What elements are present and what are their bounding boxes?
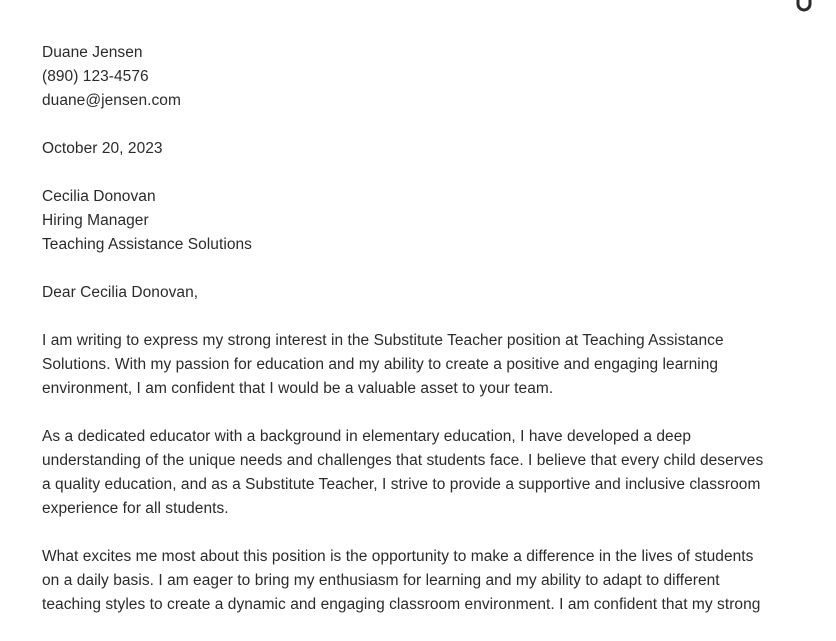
sender-name: Duane Jensen (42, 44, 143, 61)
paragraph-line: I am writing to express my strong interest in the Substitute Teacher position at Teaching Assistance (42, 332, 724, 349)
sender-email: duane@jensen.com (42, 92, 181, 109)
body-paragraph-3 (42, 545, 802, 617)
paragraph-line: teaching styles to create a dynamic and engaging classroom environment. I am confident that my strong (42, 596, 761, 613)
attachment-icon[interactable] (796, 0, 812, 14)
body-paragraph-2 (42, 425, 802, 521)
sender-block (42, 41, 802, 113)
paragraph-line: understanding of the unique needs and challenges that students face. I believe that every child deserves (42, 452, 764, 469)
paragraph-line: What excites me most about this position is the opportunity to make a difference in the lives of students (42, 548, 754, 565)
body-paragraph-1 (42, 329, 802, 401)
date-block (42, 137, 802, 161)
paragraph-line: on a daily basis. I am eager to bring my enthusiasm for learning and my ability to adapt to different (42, 572, 720, 589)
paragraph-line: environment, I am confident that I would be a valuable asset to your team. (42, 380, 554, 397)
sender-phone: (890) 123-4576 (42, 68, 149, 85)
recipient-block (42, 185, 802, 257)
recipient-name: Cecilia Donovan (42, 188, 156, 205)
recipient-title: Hiring Manager (42, 212, 149, 229)
letter-date: October 20, 2023 (42, 140, 163, 157)
paragraph-line: As a dedicated educator with a background in elementary education, I have developed a deep (42, 428, 692, 445)
salutation-block (42, 281, 802, 305)
paragraph-line: a quality education, and as a Substitute Teacher, I strive to provide a supportive and inclusive classroom (42, 476, 761, 493)
cover-letter (42, 41, 802, 641)
paragraph-line: experience for all students. (42, 500, 229, 517)
salutation: Dear Cecilia Donovan, (42, 284, 199, 301)
paragraph-line: Solutions. With my passion for education and my ability to create a positive and engaging learning (42, 356, 719, 373)
recipient-company: Teaching Assistance Solutions (42, 236, 252, 253)
